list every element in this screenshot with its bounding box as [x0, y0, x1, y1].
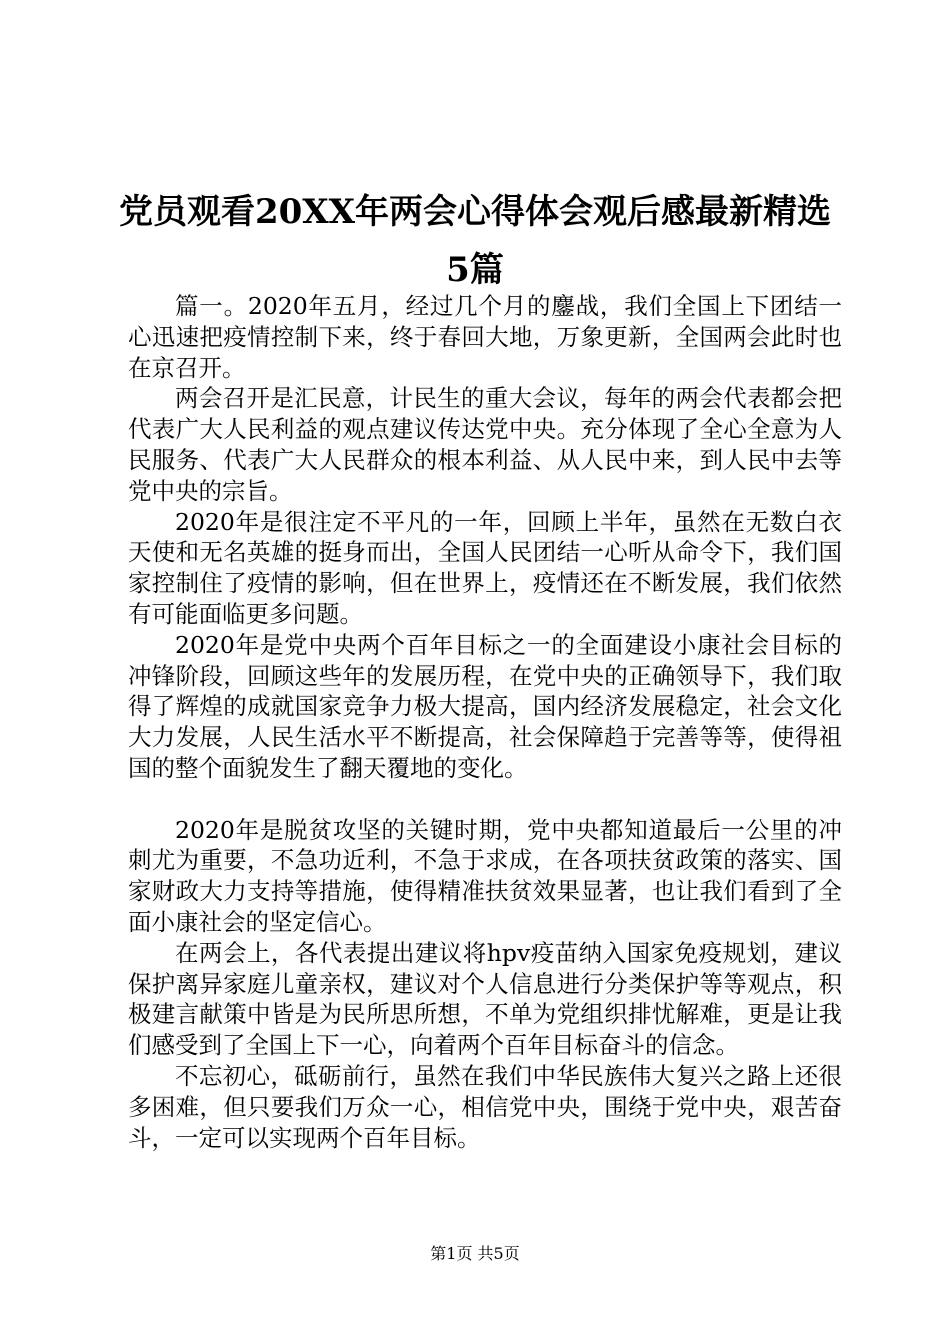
- document-body: [128, 291, 842, 1153]
- paragraph: 2020年是党中央两个百年目标之一的全面建设小康社会目标的冲锋阶段，回顾这些年的发展历程，在党中央的正确领导下，我们取得了辉煌的成就国家竞争力极大提高，国内经济发展稳定，社会文化大力发展，人民生活水平不断提高，社会保障趋于完善等等，使得祖国的整个面貌发生了翻天覆地的变化。: [128, 630, 842, 782]
- paragraph: 篇一。2020年五月，经过几个月的鏖战，我们全国上下团结一心迅速把疫情控制下来，终于春回大地，万象更新，全国两会此时也在京召开。: [128, 292, 842, 382]
- paragraph: 2020年是脱贫攻坚的关键时期，党中央都知道最后一公里的冲刺尤为重要，不急功近利，不急于求成，在各项扶贫政策的落实、国家财政大力支持等措施，使得精准扶贫效果显著，也让我们看到了全面小康社会的坚定信心。: [128, 815, 842, 936]
- document-title: 党员观看20XX年两会心得体会观后感最新精选5篇: [118, 192, 832, 290]
- page-footer: 第1页 共5页: [430, 1244, 520, 1263]
- paragraph-spacer: [128, 784, 842, 815]
- paragraph: 两会召开是汇民意，计民生的重大会议，每年的两会代表都会把代表广大人民利益的观点建议传达党中央。充分体现了全心全意为人民服务、代表广大人民群众的根本利益、从人民中来，到人民中去等党中央的宗旨。: [128, 384, 842, 505]
- paragraph: 在两会上，各代表提出建议将hpv疫苗纳入国家免疫规划，建议保护离异家庭儿童亲权，建议对个人信息进行分类保护等等观点，积极建言献策中皆是为民所思所想，不单为党组织排忧解难，更是让我们感受到了全国上下一心，向着两个百年目标奋斗的信念。: [128, 938, 842, 1060]
- paragraph: 2020年是很注定不平凡的一年，回顾上半年，虽然在无数白衣天使和无名英雄的挺身而出，全国人民团结一心听从命令下，我们国家控制住了疫情的影响，但在世界上，疫情还在不断发展，我们依然有可能面临更多问题。: [128, 507, 842, 628]
- paragraph: 不忘初心，砥砺前行，虽然在我们中华民族伟大复兴之路上还很多困难，但只要我们万众一心，相信党中央，围绕于党中央，艰苦奋斗，一定可以实现两个百年目标。: [128, 1061, 842, 1152]
